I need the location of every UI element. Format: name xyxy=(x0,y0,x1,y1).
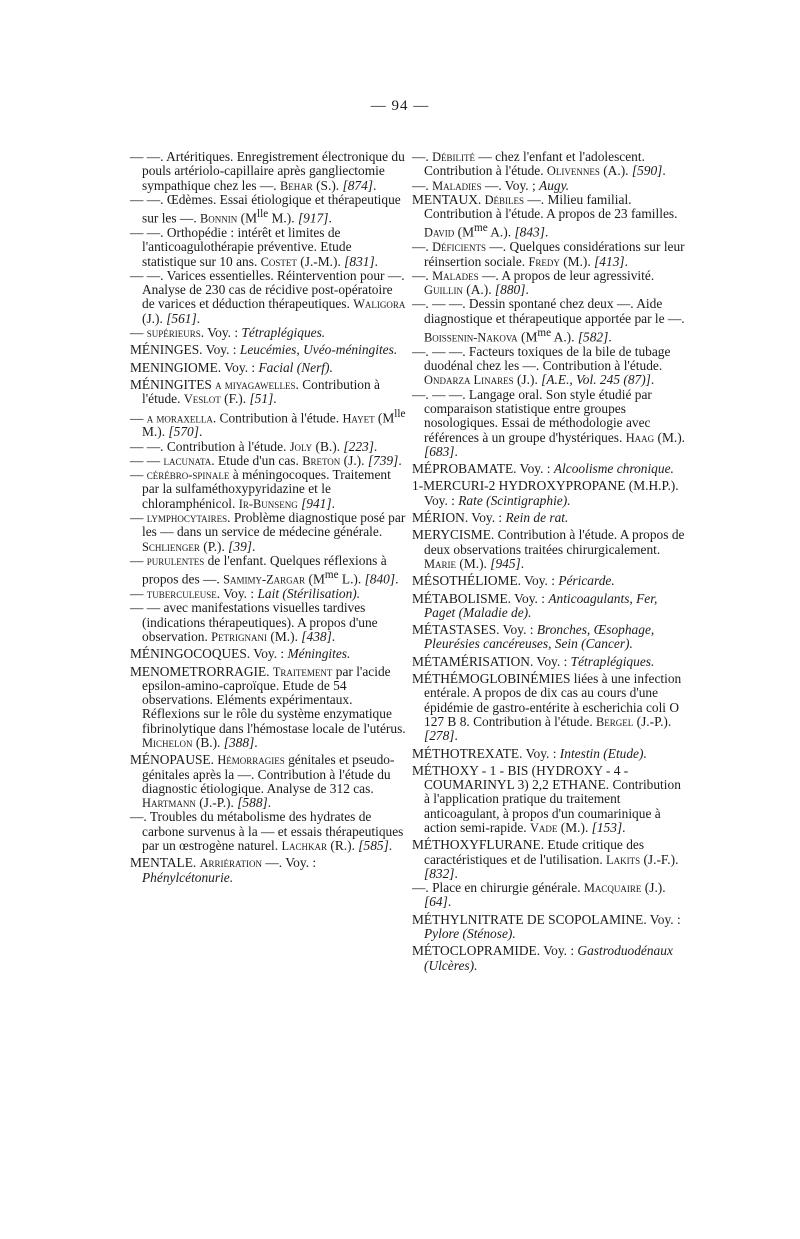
index-entry: MÉTASTASES. Voy. : Bronches, Œsophage, Pleurésies cancéreuses, Sein (Cancer). xyxy=(412,622,655,652)
index-entry: 1-MERCURI-2 HYDROXYPROPANE (M.H.P.). Voy. : Rate (Scintigraphie). xyxy=(412,478,679,508)
index-entry: MÉTAMÉRISATION. Voy. : Tétraplégiques. xyxy=(412,653,655,669)
index-entry: MÉSOTHÉLIOME. Voy. : Péricarde. xyxy=(412,573,615,589)
index-entry: — —. Œdèmes. Essai étiologique et thérapeutique sur les —. Bonnin ($M^{lle}$ M.). [917]. xyxy=(130,191,401,226)
index-entry: —. Malades —. A propos de leur agressivité. Guillin (A.). [880]. xyxy=(412,267,655,298)
index-entry: MENOMETRORRAGIE. Traitement par l'acide epsilon-amino-caproïque. Etude de 54 observations. Eléments expérimentaux. Réflexions sur le rôle du système enzymatique fibrinolytique dans l'hémostase locale de l'utérus. Michelon (B.). [388]. xyxy=(130,663,406,750)
index-entry: — purulentes de l'enfant. Quelques réflexions à propos des —. Samimy-Zargar ($M^{me}$ L.). [840]. xyxy=(130,552,399,587)
index-entry: — —. Varices essentielles. Réintervention pour —. Analyse de 230 cas de récidive post-opératoire de varices et déduction thérapeutiques. Waligora (J.). [561]. xyxy=(130,267,406,326)
index-entry: — tuberculeuse. Voy. : Lait (Stérilisation). xyxy=(130,586,361,602)
index-entry: — supérieurs. Voy. : Tétraplégiques. xyxy=(130,325,326,341)
index-entry: — a moraxella. Contribution à l'étude. Hayet ($M^{lle}$ M.). [570]. xyxy=(130,407,406,440)
index-entry: — —. Artéritiques. Enregistrement électronique du pouls artériolo-capillaire après gangliectomie sympathique chez les —. Behar (S.). [874]. xyxy=(130,149,405,193)
index-entry: MÉTHÉMOGLOBINÉMIES liées à une infection entérale. A propos de dix cas au cours d'une épidémie de gastro-entérite à escherichia coli O 127 B 8. Contribution à l'étude. Bergel (J.-P.). [278]. xyxy=(412,671,682,744)
index-entry: MÉPROBAMATE. Voy. : Alcoolisme chronique. xyxy=(412,461,674,477)
index-entry: MERYCISME. Contribution à l'étude. A propos de deux observations traitées chirurgicalement. Marie (M.). [945]. xyxy=(412,527,685,571)
index-entry: MÉNINGES. Voy. : Leucémies, Uvéo-méningites. xyxy=(130,342,398,358)
index-entry: MÉTHOTREXATE. Voy. : Intestin (Etude). xyxy=(412,745,647,761)
index-entry: — — avec manifestations visuelles tardives (indications thérapeutiques). A propos d'une observation. Petrignani (M.). [438]. xyxy=(130,600,378,644)
index-entry: — cérébro-spinale à méningocoques. Traitement par la sulfaméthoxypyridazine et le chloramphénicol. Ir-Bunseng [941]. xyxy=(130,467,391,511)
index-entry: — —. Orthopédie : intérêt et limites de l'anticoagulothérapie préventive. Etude statistique sur 10 ans. Costet (J.-M.). [831]. xyxy=(130,224,379,269)
index-entry: MÉTHOXY - 1 - BIS (HYDROXY - 4 - COUMARINYL 3) 2,2 ETHANE. Contribution à l'application pratique du traitement anticoagulant, à propos d'un coumarinique à action semi-rapide. Vade (M.). [153]. xyxy=(412,762,681,835)
index-entry: MENTAUX. Débiles —. Milieu familial. Contribution à l'étude. A propos de 23 familles. David ($M^{me}$ A.). [843]. xyxy=(412,191,678,240)
index-entry: — —. Contribution à l'étude. Joly (B.). [223]. xyxy=(130,438,378,454)
index-entry: — — lacunata. Etude d'un cas. Breton (J.). [739]. xyxy=(130,452,402,468)
index-entry: MÉTABOLISME. Voy. : Anticoagulants, Fer, Paget (Maladie de). xyxy=(412,590,658,620)
left-column xyxy=(130,150,408,885)
index-entry: MÉNINGOCOQUES. Voy. : Méningites. xyxy=(130,646,351,662)
right-column xyxy=(412,150,690,973)
index-entry: MÉRION. Voy. : Rein de rat. xyxy=(412,510,569,526)
index-entry: —. Troubles du métabolisme des hydrates de carbone survenus à la — et essais thérapeutiques par un œstrogène naturel. Lachkar (R.). [585]. xyxy=(130,809,404,854)
index-entry: —. Place en chirurgie générale. Macquaire (J.). [64]. xyxy=(412,880,666,910)
index-entry: —. — —. Facteurs toxiques de la bile de tubage duodénal chez les —. Contribution à l'étude. Ondarza Linares (J.). [A.E., Vol. 245 (87)]. xyxy=(412,343,671,388)
index-entry: —. Maladies —. Voy. ; Augy. xyxy=(412,177,570,193)
index-entry: —. Débilité — chez l'enfant et l'adolescent. Contribution à l'étude. Olivennes (A.). [590]. xyxy=(412,149,666,179)
index-entry: MÉTHYLNITRATE DE SCOPOLAMINE. Voy. : Pylore (Sténose). xyxy=(412,911,681,942)
index-entry: —. — —. Langage oral. Son style étudié par comparaison statistique entre groupes nosologiques. Essai de méthodologie avec références à un groupe d'hystériques. Haag (M.). [683]. xyxy=(412,386,686,459)
index-entry: MÉNOPAUSE. Hémorragies génitales et pseudo-génitales après la —. Contribution à l'étude du diagnostic étiologique. Analyse de 312 cas. Hartmann (J.-P.). [588]. xyxy=(130,752,395,811)
index-entry: MÉTHOXYFLURANE. Etude critique des caractéristiques et de l'utilisation. Lakits (J.-F.). [832]. xyxy=(412,837,679,881)
index-entry: MÉTOCLOPRAMIDE. Voy. : Gastroduodénaux (Ulcères). xyxy=(412,943,673,973)
index-entry: — lymphocytaires. Problème diagnostique posé par les — dans un service de médecine générale. Schlienger (P.). [39]. xyxy=(130,510,406,554)
index-entry: —. — —. Dessin spontané chez deux —. Aide diagnostique et thérapeutique apportée par le —. Boissenin-Nakova ($M^{me}$ A.). [582]. xyxy=(412,296,685,345)
index-entry: MENINGIOME. Voy. : Facial (Nerf). xyxy=(130,359,333,375)
index-entry: —. Déficients —. Quelques considérations sur leur réinsertion sociale. Fredy (M.). [413]. xyxy=(412,239,685,269)
page-number: — 94 — xyxy=(370,98,430,114)
index-entry: MÉNINGITES a miyagawelles. Contribution à l'étude. Veslot (F.). [51]. xyxy=(130,376,380,407)
index-entry: MENTALE. Arriération —. Voy. : Phénylcétonurie. xyxy=(130,855,317,885)
